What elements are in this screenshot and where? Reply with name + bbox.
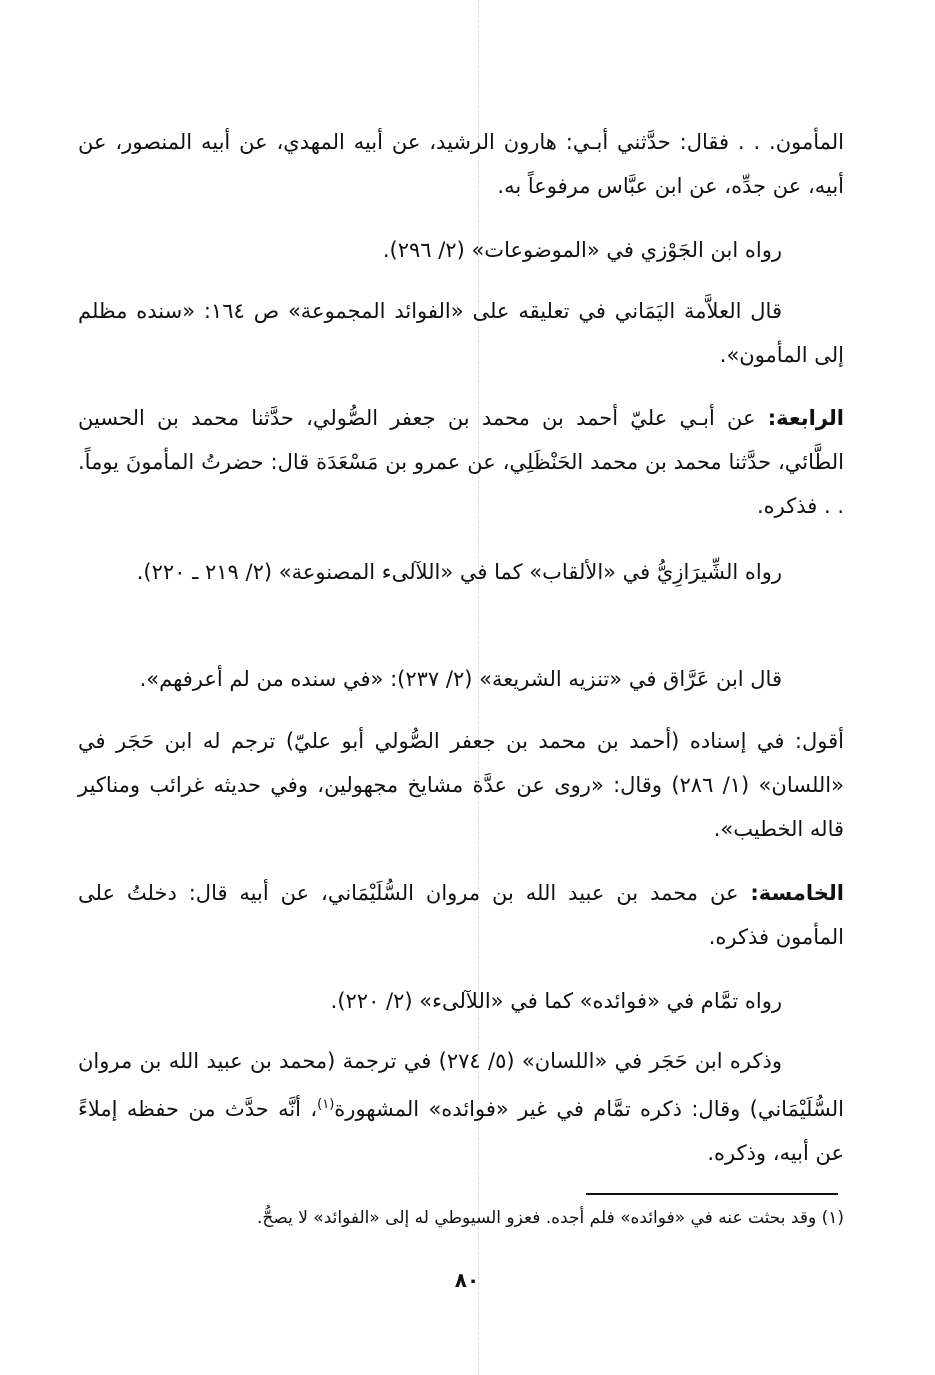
footnote-marker: (١) [317,1097,335,1112]
paragraph-4 [78,396,844,528]
page-number: ٨٠ [454,1268,480,1292]
paragraph-9: رواه تمَّام في «فوائده» كما في «اللآلىء» (٢/ ٢٢٠). [330,989,782,1013]
paragraph-8 [78,871,844,959]
footnote-divider [586,1193,838,1195]
paragraph-10 [78,1039,844,1175]
paragraph-3: قال العلاَّمة اليَمَاني في تعليقه على «الفوائد المجموعة» ص ١٦٤: «سنده مظلم إلى المأمون». [78,299,844,367]
section-label-fourth: الرابعة: [767,406,844,430]
paragraph-10-text-a: وذكره ابن حَجَر في «اللسان» (٥/ ٢٧٤) في ترجمة (محمد بن عبيد الله بن مروان السُّلَيْمَاني) وقال: ذكره تمَّام في غير «فوائده» المشهورة [78,1049,844,1121]
paragraph-5: رواه الشِّيرَازِيُّ في «الألقاب» كما في «اللآلىء المصنوعة» (٢/ ٢١٩ ـ ٢٢٠). [136,560,782,584]
paragraph-6: قال ابن عَرَّاق في «تنزيه الشريعة» (٢/ ٢٣٧): «في سنده من لم أعرفهم». [139,667,782,691]
paragraph-10-text-b: ، أنَّه حدَّث من حفظه إملاءً عن أبيه، وذكره. [78,1097,844,1165]
paragraph-4-text: عن أبـي عليّ أحمد بن محمد بن جعفر الصُّولي، حدَّثنا محمد بن الحسين الطَّائي، حدَّثنا محمد بن محمد الحَنْظَلِي، عن عمرو بن مَسْعَدَة قال: حضرتُ المأمونَ يوماً. . . فذكره. [78,406,844,518]
paragraph-2: رواه ابن الجَوْزي في «الموضوعات» (٢/ ٢٩٦). [382,238,782,262]
paragraph-7: أقول: في إسناده (أحمد بن محمد بن جعفر الصُّولي أبو عليّ) ترجم له ابن حَجَر في «اللسان» (١/ ٢٨٦) وقال: «روى عن عدَّة مشايخ مجهولين، وفي حديثه غرائب ومناكير قاله الخطيب». [78,729,844,841]
section-label-fifth: الخامسة: [750,881,844,905]
footnote: (١) وقد بحثت عنه في «فوائده» فلم أجده. فعزو السيوطي له إلى «الفوائد» لا يصحُّ. [256,1208,844,1228]
paragraph-8-text: عن محمد بن عبيد الله بن مروان السُّلَيْمَاني، عن أبيه قال: دخلتُ على المأمون فذكره. [78,881,844,949]
paragraph-1: المأمون. . . فقال: حدَّثني أبـي: هارون الرشيد، عن أبيه المهدي، عن أبيه المنصور، عن أبيه، عن جدِّه، عن ابن عبَّاس مرفوعاً به. [78,130,844,198]
